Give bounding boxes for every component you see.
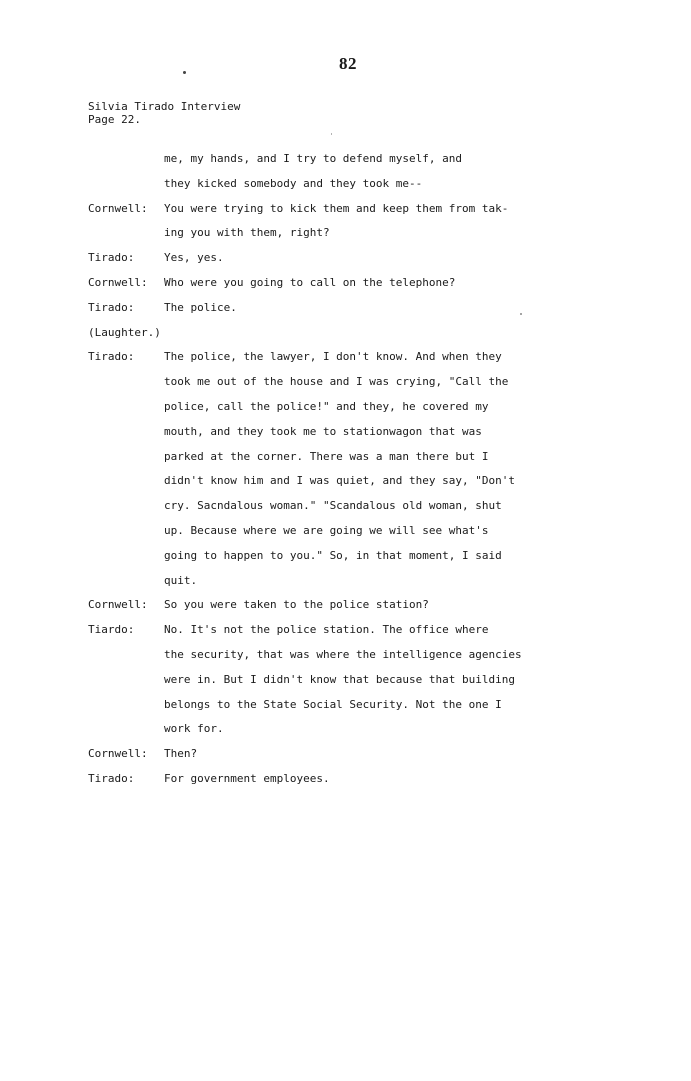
speaker-label: Cornwell: xyxy=(88,747,148,761)
transcript-entry xyxy=(88,147,588,197)
dialogue-line: The police, the lawyer, I don't know. And when they xyxy=(164,350,502,364)
dialogue-line: work for. xyxy=(164,722,224,736)
transcript-entry xyxy=(88,197,588,247)
dialogue-line: me, my hands, and I try to defend myself, and xyxy=(164,152,463,165)
transcript-entry xyxy=(88,742,588,767)
dialogue-text xyxy=(164,271,588,296)
dialogue-line: cry. Sacndalous woman." "Scandalous old woman, shut xyxy=(164,499,502,513)
transcript-entry xyxy=(88,271,588,296)
transcript-entry xyxy=(88,246,588,271)
scan-speck xyxy=(183,71,186,74)
dialogue-line: didn't know him and I was quiet, and they say, "Don't xyxy=(164,474,515,488)
dialogue-line: the security, that was where the intelligence agencies xyxy=(164,647,522,661)
page-reference: Page 22. xyxy=(88,113,141,126)
dialogue-line: police, call the police!" and they, he covered my xyxy=(164,399,489,413)
transcript-entry xyxy=(88,345,588,593)
dialogue-line: mouth, and they took me to stationwagon that was xyxy=(164,424,482,438)
dialogue-line: parked at the corner. There was a man there but I xyxy=(164,449,489,463)
transcript-entry xyxy=(88,767,588,792)
dialogue-line: quit. xyxy=(164,573,198,587)
dialogue-text xyxy=(164,246,588,271)
dialogue-line: You were trying to kick them and keep them from tak- xyxy=(164,201,509,215)
speaker-label: Cornwell: xyxy=(88,598,148,612)
dialogue-line: Then? xyxy=(164,747,198,761)
dialogue-line: The police. xyxy=(164,300,237,314)
dialogue-line xyxy=(164,321,588,346)
dialogue-text xyxy=(164,593,588,618)
document-header xyxy=(88,100,240,126)
dialogue-line: Yes, yes. xyxy=(164,251,224,265)
speaker-label: (Laughter.) xyxy=(88,325,161,339)
dialogue-line: No. It's not the police station. The office where xyxy=(164,623,489,637)
dialogue-text xyxy=(164,618,588,742)
dialogue-text xyxy=(164,296,588,321)
dialogue-line: up. Because where we are going we will see what's xyxy=(164,523,489,537)
dialogue-text xyxy=(164,321,588,346)
dialogue-line: belongs to the State Social Security. Not the one I xyxy=(164,697,502,711)
transcript-entry xyxy=(88,321,588,346)
scan-speck xyxy=(331,133,332,135)
dialogue-line: took me out of the house and I was crying, "Call the xyxy=(164,375,509,389)
dialogue-line: Who were you going to call on the telephone? xyxy=(164,275,456,289)
speaker-label: Tirado: xyxy=(88,251,135,265)
dialogue-line: going to happen to you." So, in that moment, I said xyxy=(164,548,502,562)
page-number: 82 xyxy=(339,54,357,73)
dialogue-line: For government employees. xyxy=(164,771,330,785)
speaker-label: Tirado: xyxy=(88,300,135,314)
dialogue-text xyxy=(164,197,588,247)
speaker-label: Tirado: xyxy=(88,350,135,364)
transcript-entry xyxy=(88,593,588,618)
transcript-entry xyxy=(88,296,588,321)
speaker-label: Cornwell: xyxy=(88,275,148,289)
transcript xyxy=(88,147,588,792)
speaker-label: Cornwell: xyxy=(88,201,148,215)
speaker-label: Tirado: xyxy=(88,771,135,785)
transcript-entry xyxy=(88,618,588,742)
dialogue-line: ing you with them, right? xyxy=(164,226,330,240)
interview-title: Silvia Tirado Interview xyxy=(88,100,241,113)
dialogue-text xyxy=(164,767,588,792)
dialogue-text xyxy=(164,742,588,767)
dialogue-line: they kicked somebody and they took me-- xyxy=(164,176,423,190)
speaker-label: Tiardo: xyxy=(88,623,135,637)
dialogue-line: were in. But I didn't know that because that building xyxy=(164,672,515,686)
dialogue-text xyxy=(164,147,588,197)
dialogue-text xyxy=(164,345,588,593)
dialogue-line: So you were taken to the police station? xyxy=(164,598,429,612)
